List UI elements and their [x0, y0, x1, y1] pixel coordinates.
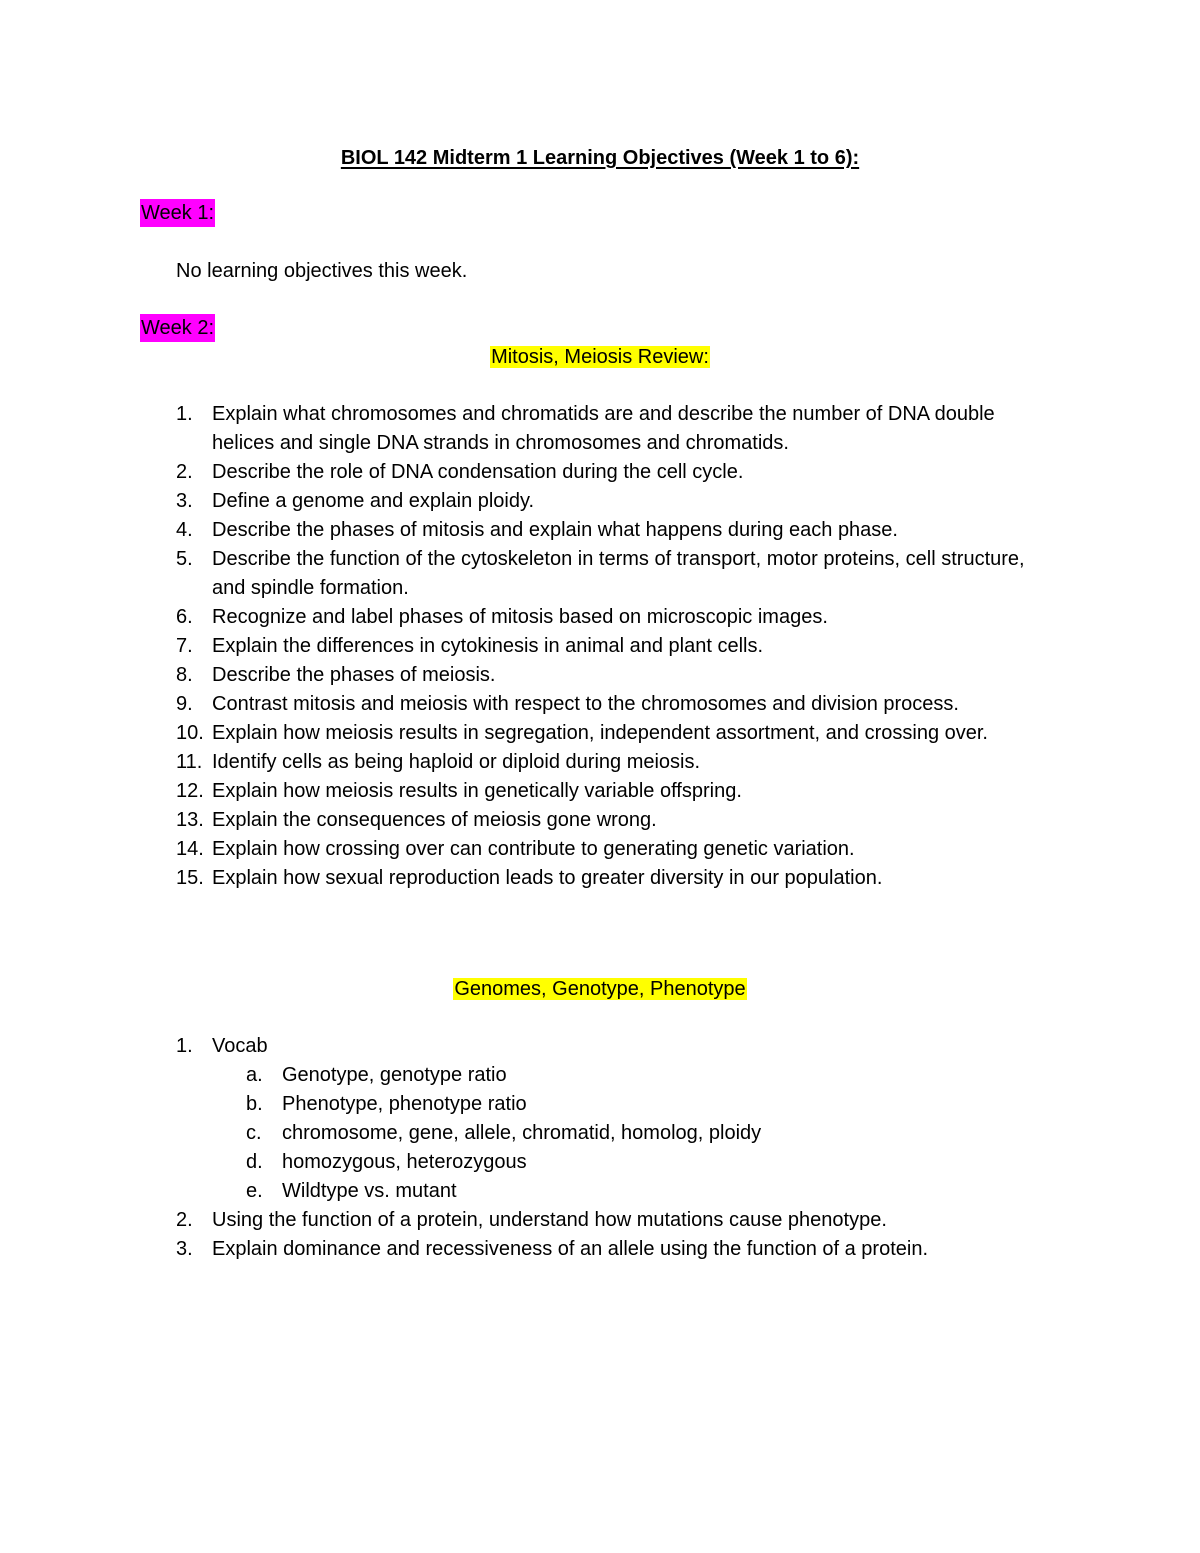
subitem-letter: b.: [246, 1093, 263, 1115]
item-number: 6.: [176, 606, 193, 628]
item-number: 2.: [176, 461, 193, 483]
item-text: Vocab: [212, 1035, 268, 1057]
subitem-letter: c.: [246, 1122, 262, 1144]
sublist-item: [212, 1119, 1052, 1148]
list-item: [0, 1206, 1052, 1235]
item-number: 12.: [176, 780, 204, 802]
week-2-label: Week 2:: [140, 314, 215, 342]
list-item: [0, 458, 1052, 487]
sublist-item: [212, 1090, 1052, 1119]
item-text: Explain dominance and recessiveness of an allele using the function of a protein.: [212, 1238, 929, 1260]
item-number: 10.: [176, 722, 204, 744]
item-text: Explain the differences in cytokinesis in animal and plant cells.: [212, 635, 764, 657]
week-1-note: No learning objectives this week.: [176, 260, 468, 282]
item-number: 8.: [176, 664, 193, 686]
item-text: Contrast mitosis and meiosis with respect to the chromosomes and division process.: [212, 693, 959, 715]
item-text: Using the function of a protein, understand how mutations cause phenotype.: [212, 1209, 887, 1231]
item-number: 11.: [176, 751, 203, 773]
section-heading-genomes-genotype-phenotype: [0, 975, 1200, 1003]
list-item: [0, 1235, 1052, 1264]
list-item: [0, 690, 1052, 719]
document-title: BIOL 142 Midterm 1 Learning Objectives (Week 1 to 6):: [340, 147, 860, 169]
item-text: Explain the consequences of meiosis gone wrong.: [212, 809, 657, 831]
list-item: [0, 748, 1052, 777]
subitem-letter: e.: [246, 1180, 263, 1202]
list-item: [0, 400, 1052, 458]
item-number: 13.: [176, 809, 204, 831]
list-item: [0, 719, 1052, 748]
item-text: Explain what chromosomes and chromatids are and describe the number of DNA double helices and single DNA strands in chromosomes and chromatids.: [212, 403, 995, 454]
subitem-text: chromosome, gene, allele, chromatid, homolog, ploidy: [282, 1122, 762, 1144]
week-1-label: Week 1:: [140, 199, 215, 227]
item-number: 1.: [176, 1035, 193, 1057]
item-number: 7.: [176, 635, 193, 657]
sublist-item: [212, 1061, 1052, 1090]
item-text: Recognize and label phases of mitosis based on microscopic images.: [212, 606, 828, 628]
list-item: [0, 603, 1052, 632]
list-item: [0, 806, 1052, 835]
item-number: 1.: [176, 403, 193, 425]
item-number: 9.: [176, 693, 193, 715]
list-item: [0, 661, 1052, 690]
item-text: Describe the function of the cytoskeleton in terms of transport, motor proteins, cell structure, and spindle formation.: [212, 548, 1025, 599]
section-heading-text: Genomes, Genotype, Phenotype: [454, 978, 746, 1000]
section-heading-mitosis-meiosis: [0, 343, 1200, 371]
sublist-item: [212, 1148, 1052, 1177]
item-number: 3.: [176, 1238, 193, 1260]
subitem-text: Wildtype vs. mutant: [282, 1180, 457, 1202]
item-number: 2.: [176, 1209, 193, 1231]
list-item: [0, 545, 1052, 603]
objectives-list-mitosis-meiosis: [0, 400, 1200, 893]
list-item: [0, 835, 1052, 864]
list-item: [0, 1032, 1052, 1206]
list-item: [0, 516, 1052, 545]
item-text: Identify cells as being haploid or diploid during meiosis.: [212, 751, 701, 773]
item-text: Explain how meiosis results in segregation, independent assortment, and crossing over.: [212, 722, 988, 744]
subitem-letter: a.: [246, 1064, 263, 1086]
item-number: 4.: [176, 519, 193, 541]
item-text: Explain how sexual reproduction leads to greater diversity in our population.: [212, 867, 883, 889]
subitem-text: homozygous, heterozygous: [282, 1151, 527, 1173]
item-number: 3.: [176, 490, 193, 512]
vocab-sublist: [212, 1061, 1052, 1206]
subitem-text: Phenotype, phenotype ratio: [282, 1093, 527, 1115]
section-heading-text: Mitosis, Meiosis Review:: [491, 346, 709, 368]
subitem-letter: d.: [246, 1151, 263, 1173]
item-text: Describe the phases of meiosis.: [212, 664, 496, 686]
item-text: Describe the role of DNA condensation during the cell cycle.: [212, 461, 744, 483]
objectives-list-genomes-genotype-phenotype: [0, 1032, 1200, 1264]
item-number: 14.: [176, 838, 204, 860]
item-text: Describe the phases of mitosis and explain what happens during each phase.: [212, 519, 898, 541]
sublist-item: [212, 1177, 1052, 1206]
item-text: Explain how meiosis results in genetically variable offspring.: [212, 780, 742, 802]
item-number: 15.: [176, 867, 204, 889]
list-item: [0, 777, 1052, 806]
item-text: Define a genome and explain ploidy.: [212, 490, 535, 512]
subitem-text: Genotype, genotype ratio: [282, 1064, 507, 1086]
list-item: [0, 864, 1052, 893]
item-text: Explain how crossing over can contribute to generating genetic variation.: [212, 838, 855, 860]
list-item: [0, 487, 1052, 516]
item-number: 5.: [176, 548, 193, 570]
list-item: [0, 632, 1052, 661]
